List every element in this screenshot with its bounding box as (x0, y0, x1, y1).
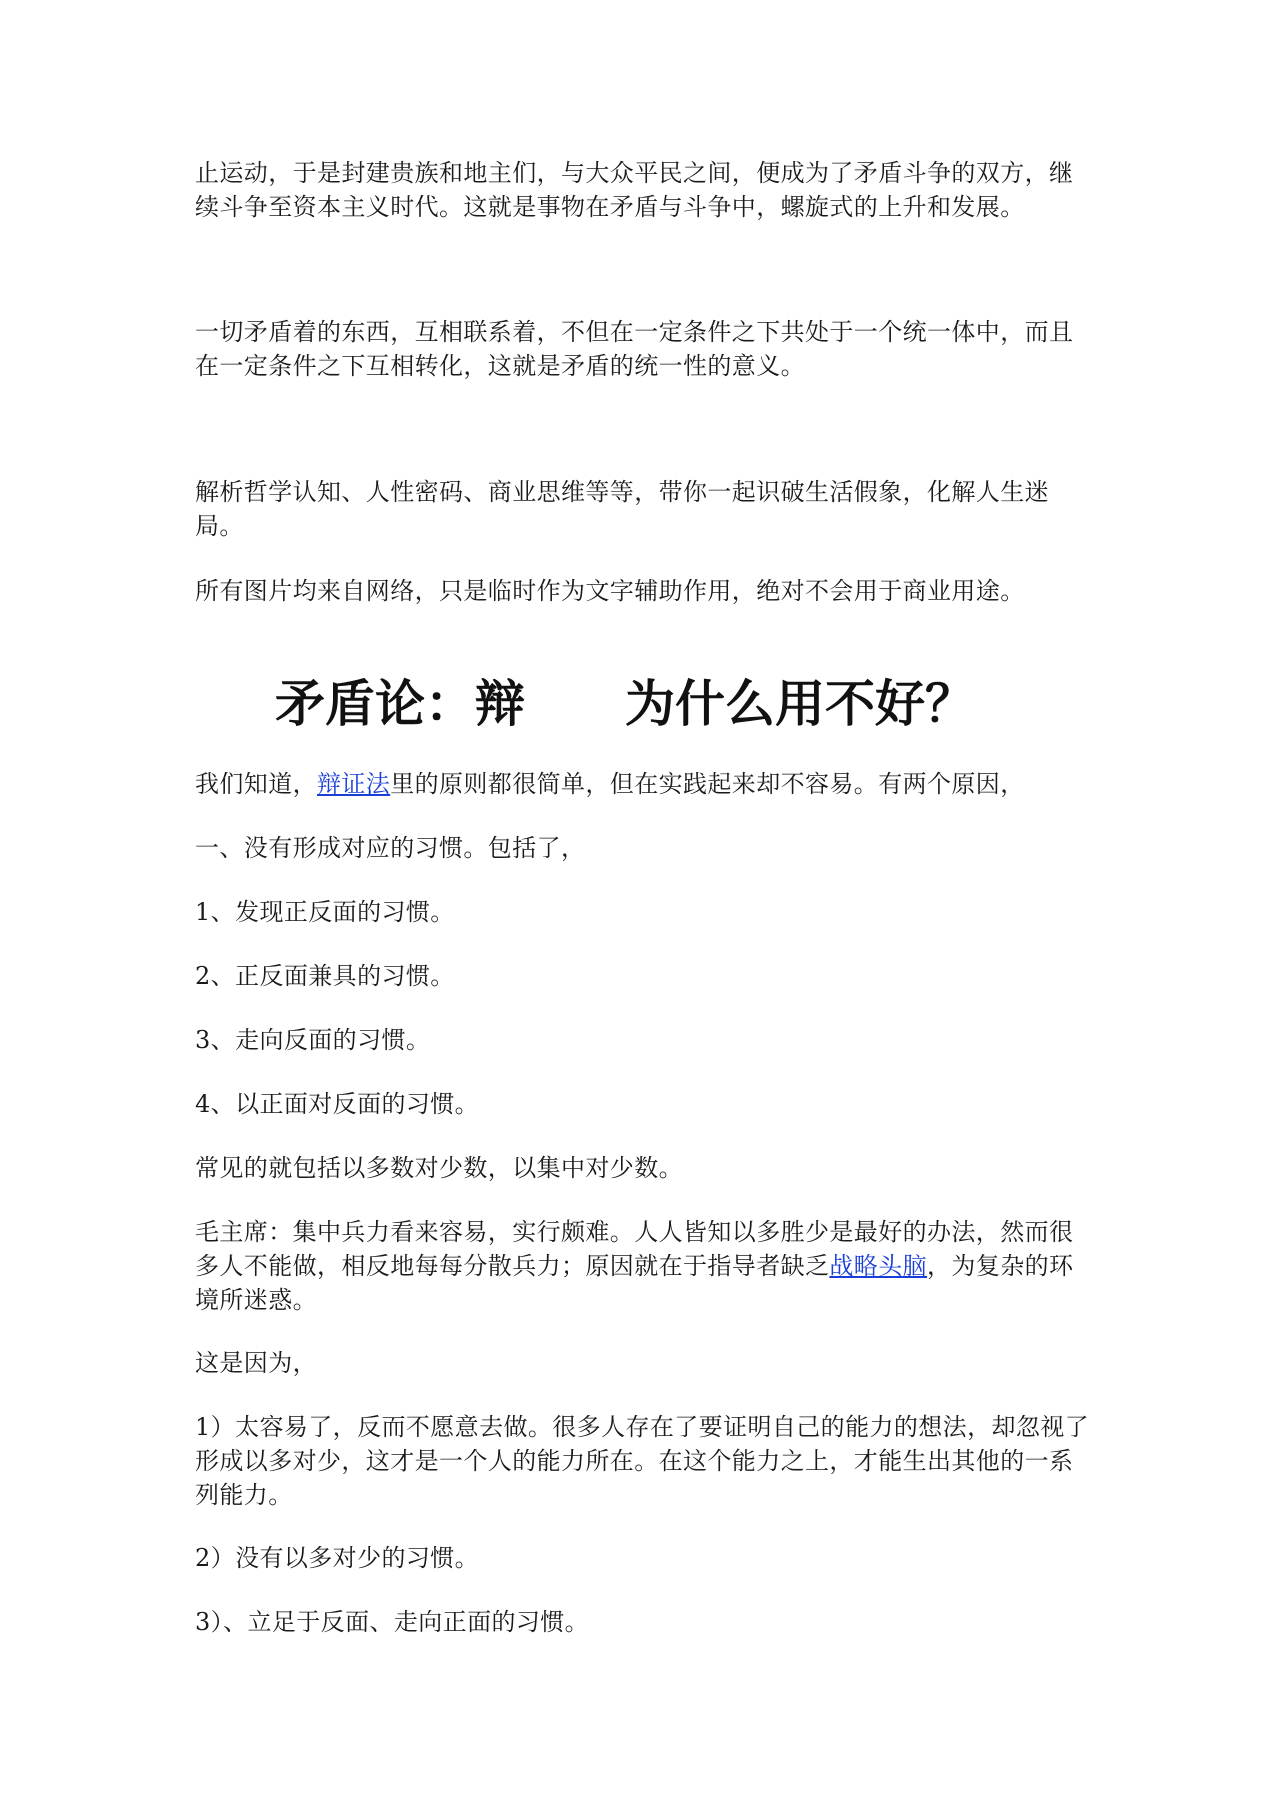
list-item-habit-4: 4、以正面对反面的习惯。 (195, 1090, 480, 1118)
list-item-habit-3: 3、走向反面的习惯。 (195, 1026, 431, 1054)
list-item-point-3: 3）、立足于反面、走向正面的习惯。 (195, 1608, 590, 1636)
document-page (195, 0, 1095, 1800)
paragraph-dialectics-intro (195, 767, 1095, 801)
paragraph-spiral-development: 止运动，于是封建贵族和地主们，与大众平民之间，便成为了矛盾斗争的双方，继续斗争至资本主义时代。这就是事物在矛盾与斗争中，螺旋式的上升和发展。 (195, 159, 1074, 221)
list-item-point-2: 2）没有以多对少的习惯。 (195, 1544, 480, 1572)
title-part-2: 为什么用不好？ (625, 674, 975, 733)
list-item-habit-1: 1、发现正反面的习惯。 (195, 898, 455, 926)
intro-text-after: 里的原则都很简单，但在实践起来却不容易。有两个原因， (390, 770, 1025, 798)
paragraph-mao-quote (195, 1215, 1095, 1317)
paragraph-column-intro: 解析哲学认知、人性密码、商业思维等等，带你一起识破生活假象，化解人生迷局。 (195, 478, 1049, 540)
quote-text-before: 毛主席：集中兵力看来容易，实行颇难。人人皆知以多胜少是最好的办法，然而很多人不能做，相反地每每分散兵力；原因就在于指导者缺乏 (195, 1218, 1074, 1280)
list-item-habit-2: 2、正反面兼具的习惯。 (195, 962, 455, 990)
title-part-1: 矛盾论：辩 (275, 674, 525, 733)
dialectics-link[interactable]: 辩证法 (317, 770, 391, 798)
quote-text-after: ，为复杂的环境所迷惑。 (195, 1252, 1074, 1314)
paragraph-unity-of-contradiction: 一切矛盾着的东西，互相联系着，不但在一定条件之下共处于一个统一体中，而且在一定条件之下互相转化，这就是矛盾的统一性的意义。 (195, 318, 1074, 380)
strategic-mind-link[interactable]: 战略头脑 (829, 1252, 928, 1280)
article-title (275, 672, 1075, 736)
paragraph-because: 这是因为， (195, 1349, 317, 1377)
paragraph-image-disclaimer: 所有图片均来自网络，只是临时作为文字辅助作用，绝对不会用于商业用途。 (195, 577, 1025, 605)
intro-text-before: 我们知道， (195, 770, 317, 798)
paragraph-reason-one: 一、没有形成对应的习惯。包括了， (195, 834, 586, 862)
list-item-point-1: 1）太容易了，反而不愿意去做。很多人存在了要证明自己的能力的想法，却忽视了形成以多对少，这才是一个人的能力所在。在这个能力之上，才能生出其他的一系列能力。 (195, 1413, 1090, 1509)
paragraph-common-cases: 常见的就包括以多数对少数，以集中对少数。 (195, 1154, 683, 1182)
